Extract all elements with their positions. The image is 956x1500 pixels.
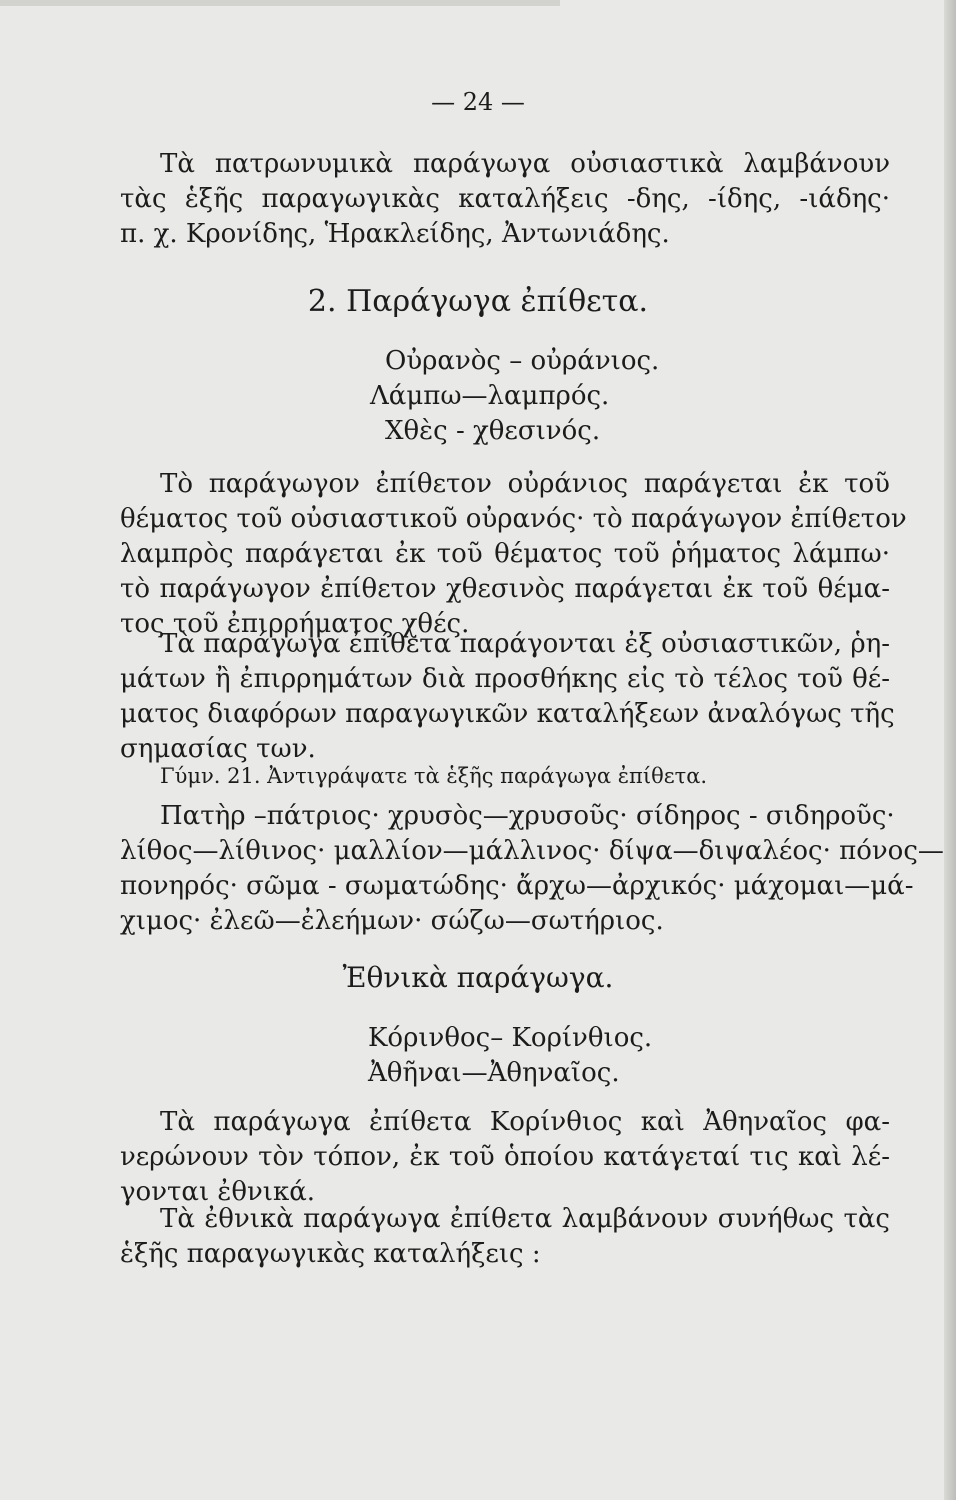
page-number: — 24 — xyxy=(431,88,525,116)
text-line: γονται ἐθνικά. xyxy=(120,1177,316,1207)
text-line: μάτων ἢ ἐπιρρημάτων διὰ προσθήκης εἰς τὸ τέλος τοῦ θέ- xyxy=(120,664,890,694)
exercise-label: Γύμν. 21. Ἀντιγράψατε τὰ ἑξῆς παράγωγα ἐπίθετα. xyxy=(160,764,708,788)
text-line: χιμος· ἐλεῶ—ἐλεήμων· σώζω—σωτήριος. xyxy=(120,906,664,936)
text-line: Τὰ παράγωγα ἐπίθετα παράγονται ἐξ οὐσιαστικῶν, ῥη- xyxy=(160,629,890,659)
text-line: Τὸ παράγωγον ἐπίθετον οὐράνιος παράγεται ἐκ τοῦ xyxy=(160,469,890,499)
text-line: Πατὴρ –πάτριος· χρυσὸς—χρυσοῦς· σίδηρος - σιδηροῦς· xyxy=(160,801,895,831)
text-line: λαμπρὸς παράγεται ἐκ τοῦ θέματος τοῦ ῥήματος λάμπω· xyxy=(120,539,890,569)
text-line: νερώνουν τὸν τόπον, ἐκ τοῦ ὁποίου κατάγεταί τις καὶ λέ- xyxy=(120,1142,890,1172)
section-heading: 2. Παράγωγα ἐπίθετα. xyxy=(307,284,649,319)
top-edge-shadow xyxy=(0,0,560,6)
example-line: Κόρινθος– Κορίνθιος. xyxy=(368,1023,653,1053)
section-heading: Ἐθνικὰ παράγωγα. xyxy=(342,961,614,994)
text-line: θέματος τοῦ οὐσιαστικοῦ οὐρανός· τὸ παράγωγον ἐπίθετον xyxy=(120,504,907,534)
text-line: λίθος—λίθινος· μαλλίον—μάλλινος· δίψα—διψαλέος· πόνος— xyxy=(120,836,944,866)
text-line: Τὰ παράγωγα ἐπίθετα Κορίνθιος καὶ Ἀθηναῖος φα- xyxy=(160,1107,890,1137)
example-line: Οὐρανὸς – οὐράνιος. xyxy=(385,346,660,376)
text-line: π. χ. Κρονίδης, Ἡρακλείδης, Ἀντωνιάδης. xyxy=(120,219,670,249)
text-line: τὰς ἑξῆς παραγωγικὰς καταλήξεις -δης, -ίδης, -ιάδης· xyxy=(120,184,890,214)
text-line: τος τοῦ ἐπιρρήματος χθές. xyxy=(120,609,470,639)
text-line: ματος διαφόρων παραγωγικῶν καταλήξεων ἀναλόγως τῆς xyxy=(120,699,895,729)
right-edge-shadow xyxy=(944,0,956,1500)
example-line: Λάμπω—λαμπρός. xyxy=(370,381,610,411)
text-line: Τὰ πατρωνυμικὰ παράγωγα οὐσιαστικὰ λαμβάνουν xyxy=(160,149,890,179)
text-line: ἑξῆς παραγωγικὰς καταλήξεις : xyxy=(120,1239,541,1269)
text-line: πονηρός· σῶμα - σωματώδης· ἄρχω—ἀρχικός· μάχομαι—μά- xyxy=(120,871,914,901)
text-line: σημασίας των. xyxy=(120,734,316,764)
example-line: Ἀθῆναι—Ἀθηναῖος. xyxy=(368,1058,620,1088)
text-line: Τὰ ἐθνικὰ παράγωγα ἐπίθετα λαμβάνουν συνήθως τὰς xyxy=(160,1204,890,1234)
text-line: τὸ παράγωγον ἐπίθετον χθεσινὸς παράγεται ἐκ τοῦ θέμα- xyxy=(120,574,890,604)
example-line: Χθὲς - χθεσινός. xyxy=(385,416,601,446)
